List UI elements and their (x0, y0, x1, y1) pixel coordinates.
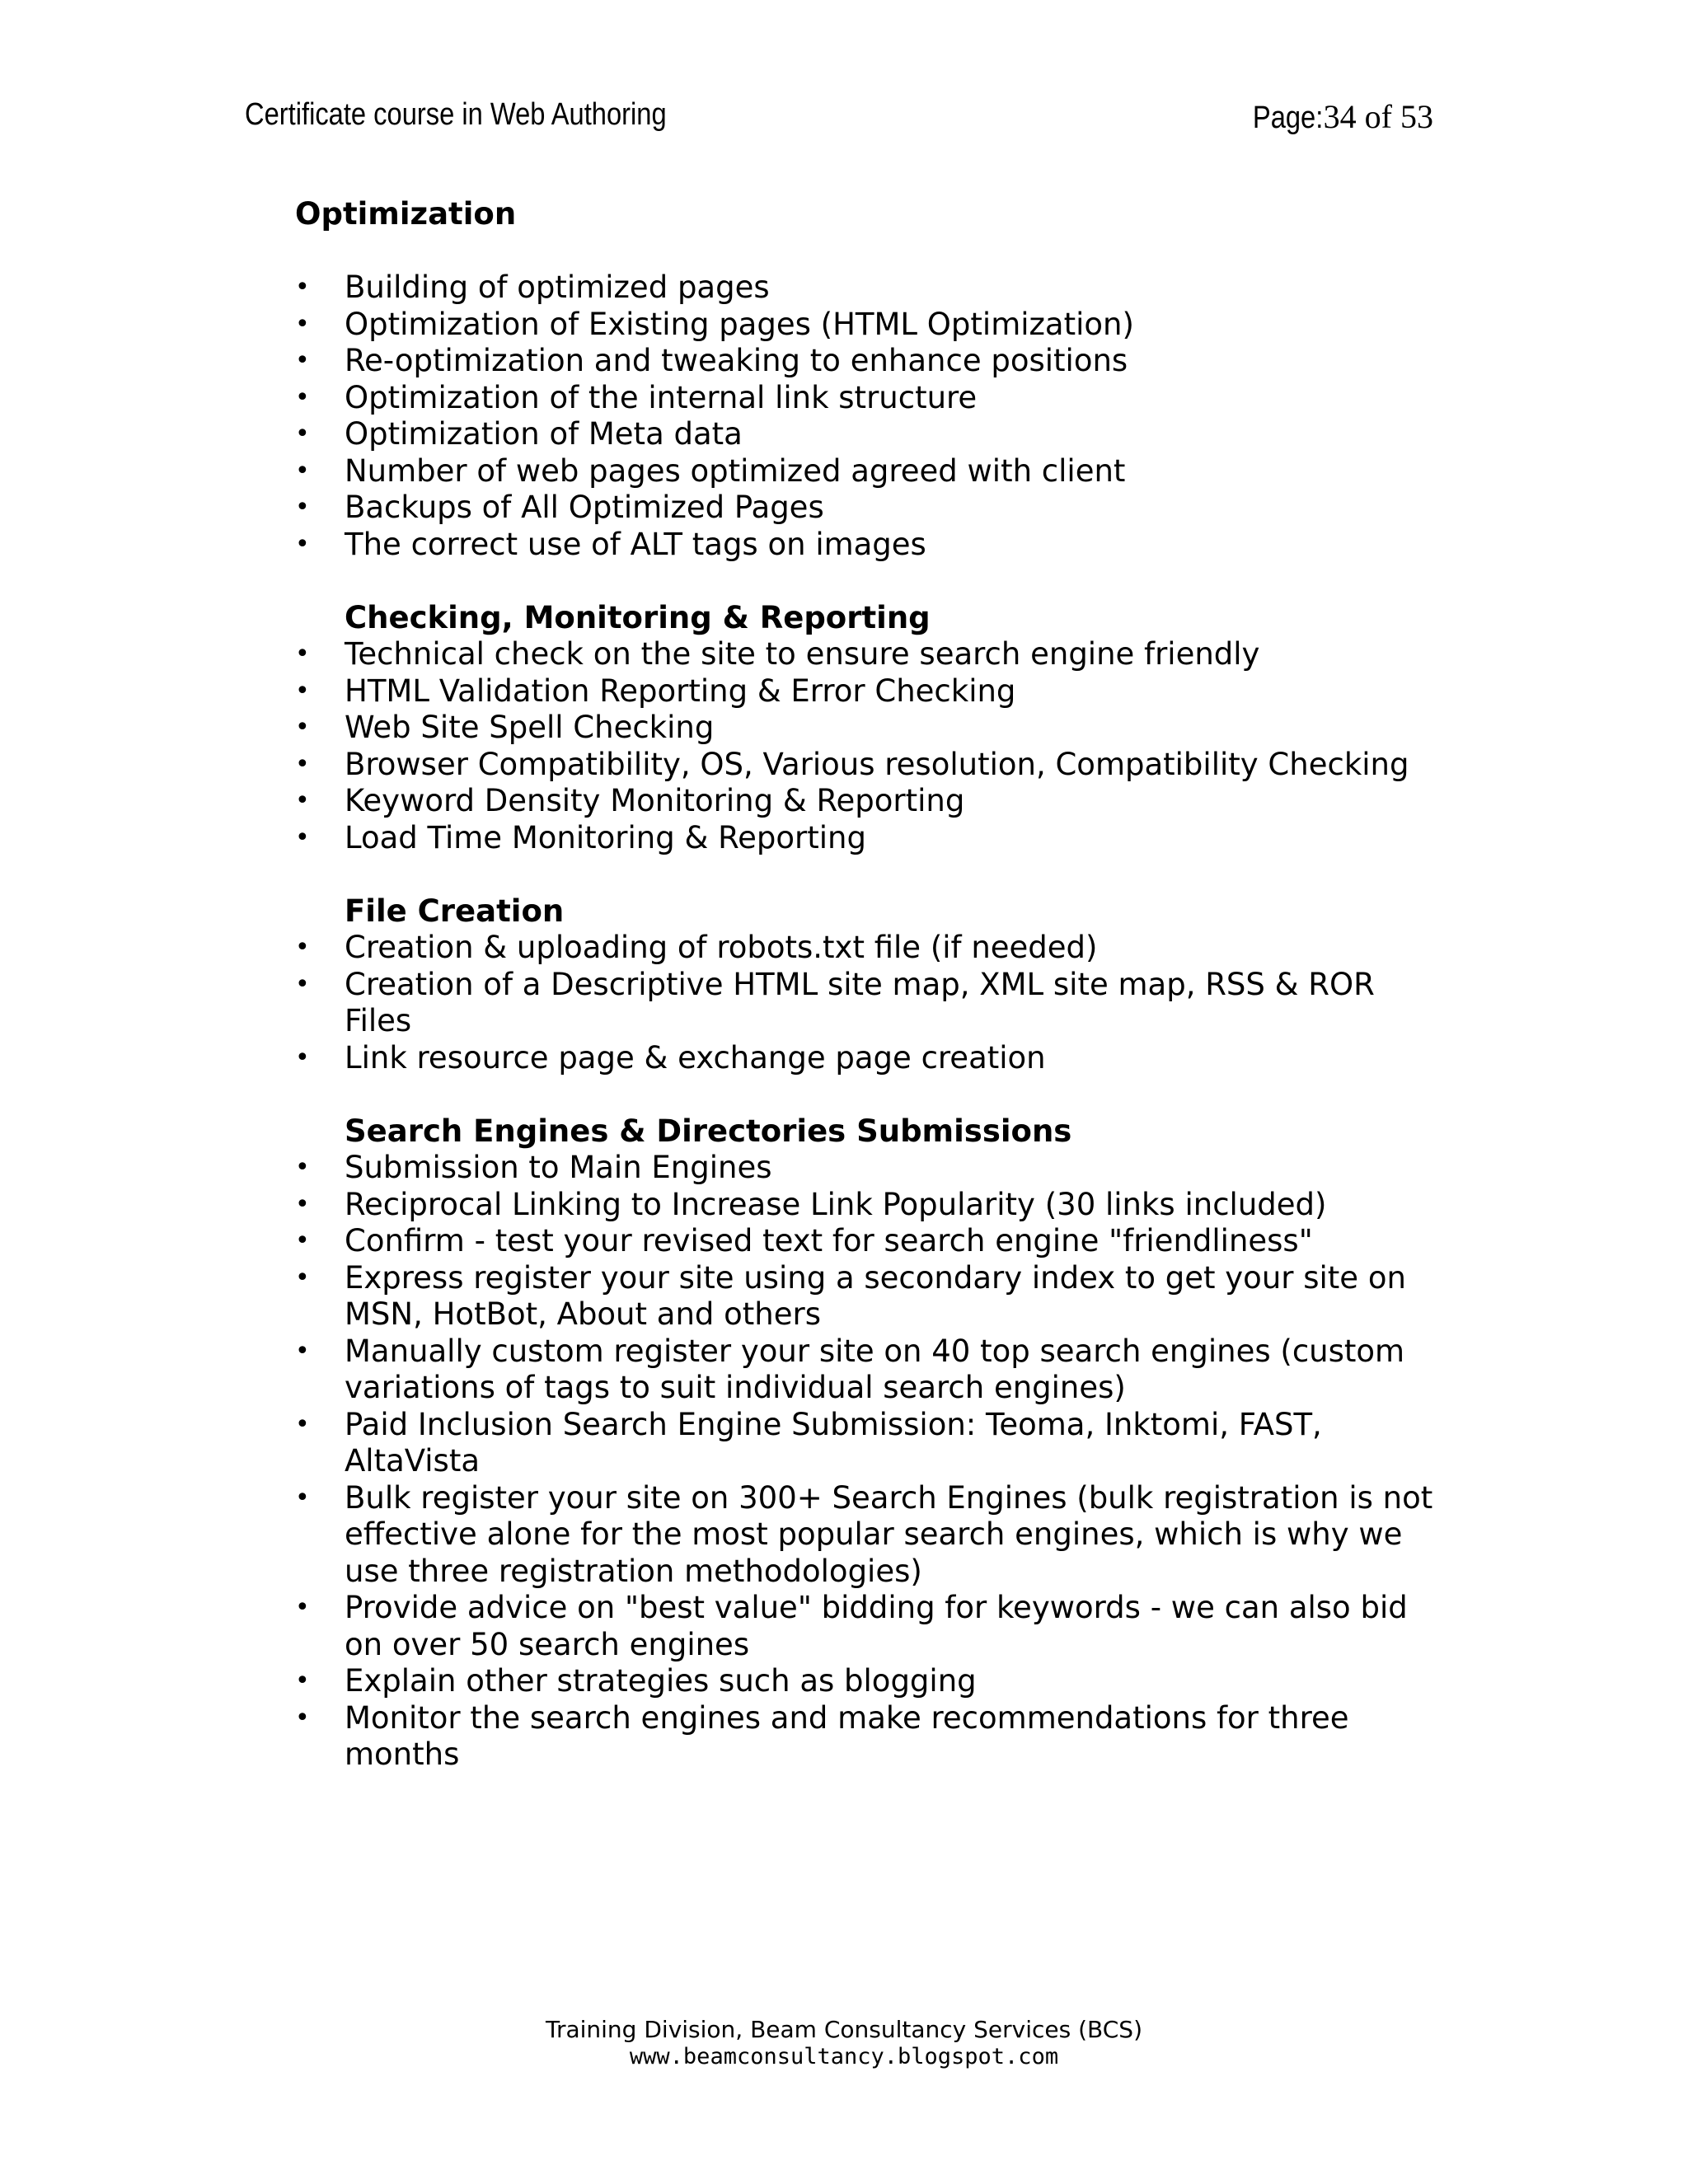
list-item-text: Reciprocal Linking to Increase Link Popularity (30 links included) (345, 1186, 1327, 1222)
list-item-text: Bulk register your site on 300+ Search Engines (bulk registration is not effective alone for the most popular search engines, which is why we use three registration methodologies) (345, 1479, 1433, 1589)
list-item (295, 1150, 1449, 1187)
list-item (295, 967, 1449, 1040)
section-title-submissions: Search Engines & Directories Submissions (345, 1113, 1072, 1149)
list-item-text: Express register your site using a secondary index to get your site on MSN, HotBot, About and others (345, 1259, 1406, 1332)
list-item-text: Building of optimized pages (345, 269, 770, 305)
footer-url: www.beamconsultancy.blogspot.com (629, 2044, 1059, 2069)
bullet-icon: • (295, 676, 310, 705)
section-title-file-creation: File Creation (345, 893, 565, 929)
list-item (295, 1223, 1449, 1260)
list-item-text: Optimization of Existing pages (HTML Optimization) (345, 306, 1134, 342)
list-item (295, 1333, 1449, 1407)
bullet-icon: • (295, 786, 310, 815)
document-body (295, 196, 1449, 1774)
page-label: Page: (1253, 101, 1324, 135)
course-title: Certificate course in Web Authoring (245, 97, 667, 132)
list-item-text: Load Time Monitoring & Reporting (345, 819, 866, 855)
bullet-icon: • (295, 1043, 310, 1072)
bullet-icon: • (295, 969, 310, 999)
section-gap (295, 1076, 1449, 1113)
list-item (295, 930, 1449, 967)
list-item (295, 673, 1449, 710)
section-gap (295, 856, 1449, 893)
bullet-icon: • (295, 1189, 310, 1219)
list-item-text: Optimization of Meta data (345, 416, 743, 452)
page-indicator (1241, 97, 1433, 136)
list-item (295, 343, 1449, 380)
submissions-list (295, 1150, 1449, 1774)
list-item-text: Technical check on the site to ensure search engine friendly (345, 636, 1260, 672)
bullet-icon: • (295, 456, 310, 485)
list-item-text: Submission to Main Engines (345, 1150, 772, 1185)
list-item (295, 1700, 1449, 1774)
bullet-icon: • (295, 1593, 310, 1622)
list-item-text: Manually custom register your site on 40 top search engines (custom variations of tags to suit individual search engines) (345, 1333, 1405, 1405)
list-item (295, 1480, 1449, 1591)
list-item (295, 1407, 1449, 1480)
list-item (295, 1663, 1449, 1700)
list-item-text: Backups of All Optimized Pages (345, 490, 824, 525)
section-title-optimization: Optimization (295, 196, 517, 232)
list-item (295, 783, 1449, 820)
bullet-icon: • (295, 823, 310, 852)
list-item (295, 527, 1449, 564)
bullet-icon: • (295, 933, 310, 962)
list-item-text: Number of web pages optimized agreed with client (345, 452, 1126, 489)
list-item (295, 710, 1449, 747)
bullet-icon: • (295, 1153, 310, 1182)
file-creation-list (295, 930, 1449, 1076)
bullet-icon: • (295, 309, 310, 339)
list-item (295, 820, 1449, 857)
list-item-text: Browser Compatibility, OS, Various resolution, Compatibility Checking (345, 746, 1409, 782)
list-item-text: Creation of a Descriptive HTML site map, XML site map, RSS & ROR Files (345, 966, 1375, 1038)
list-item-text: Monitor the search engines and make recommendations for three months (345, 1699, 1349, 1772)
list-item-text: Re-optimization and tweaking to enhance positions (345, 343, 1128, 378)
bullet-icon: • (295, 273, 310, 302)
list-item (295, 307, 1449, 344)
list-item (295, 416, 1449, 453)
bullet-icon: • (295, 713, 310, 742)
bullet-icon: • (295, 749, 310, 779)
bullet-icon: • (295, 1666, 310, 1695)
bullet-icon: • (295, 640, 310, 668)
list-item-text: Keyword Density Monitoring & Reporting (345, 783, 965, 818)
list-item (295, 490, 1449, 527)
list-item (295, 636, 1449, 673)
section-title-checking: Checking, Monitoring & Reporting (345, 599, 931, 635)
list-item-text: Provide advice on "best value" bidding for keywords - we can also bid on over 50 search engines (345, 1590, 1408, 1662)
list-item (295, 453, 1449, 490)
checking-list (295, 636, 1449, 856)
list-item (295, 1260, 1449, 1333)
list-item (295, 269, 1449, 307)
list-item-text: Optimization of the internal link structure (345, 379, 978, 415)
footer-organization: Training Division, Beam Consultancy Services (BCS) (545, 2016, 1143, 2043)
bullet-icon: • (295, 529, 310, 559)
bullet-icon: • (295, 1226, 310, 1255)
list-item-text: Confirm - test your revised text for search engine "friendliness" (345, 1223, 1313, 1258)
bullet-icon: • (295, 1703, 310, 1732)
list-item-text: The correct use of ALT tags on images (345, 526, 926, 562)
bullet-icon: • (295, 493, 310, 522)
section-gap (295, 563, 1449, 600)
list-item-text: Link resource page & exchange page creation (345, 1039, 1046, 1076)
list-item-text: Explain other strategies such as blogging (345, 1663, 977, 1699)
list-item-text: HTML Validation Reporting & Error Checking (345, 673, 1016, 709)
list-item (295, 380, 1449, 417)
bullet-icon: • (295, 1483, 310, 1512)
list-item (295, 1187, 1449, 1224)
bullet-icon: • (295, 1263, 310, 1292)
list-item-text: Paid Inclusion Search Engine Submission: Teoma, Inktomi, FAST, AltaVista (345, 1406, 1322, 1479)
list-item-text: Creation & uploading of robots.txt file (if needed) (345, 930, 1098, 965)
bullet-icon: • (295, 346, 310, 375)
bullet-icon: • (295, 1336, 310, 1366)
list-item (295, 1040, 1449, 1077)
bullet-icon: • (295, 382, 310, 412)
page-number: 34 of 53 (1323, 98, 1433, 135)
bullet-icon: • (295, 419, 310, 448)
list-item-text: Web Site Spell Checking (345, 710, 715, 745)
list-item (295, 1590, 1449, 1663)
bullet-icon: • (295, 1409, 310, 1439)
list-item (295, 747, 1449, 784)
optimization-list (295, 269, 1449, 563)
page-footer (0, 2016, 1688, 2070)
